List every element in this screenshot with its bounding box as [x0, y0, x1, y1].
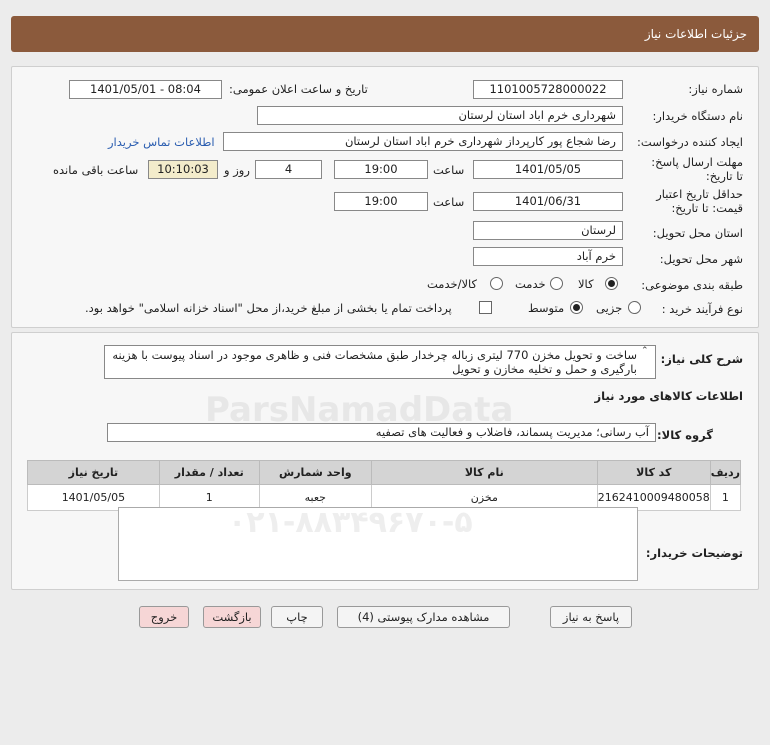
announce-label: تاریخ و ساعت اعلان عمومی:: [229, 82, 368, 96]
description-field: ساخت و تحویل مخزن 770 لیتری زباله چرخدار طبق مشخصات فنی و ظاهری موجود در اسناد پیوست با هزینه بارگیری و حمل و تخلیه مخازن و تحویل: [104, 345, 656, 379]
exit-button[interactable]: خروج: [139, 606, 189, 628]
purchase-medium-label: متوسط: [528, 301, 565, 315]
category-service-radio[interactable]: [550, 277, 563, 290]
page-title: جزئیات اطلاعات نیاز: [644, 27, 747, 41]
deadline-time-field: 19:00: [334, 160, 428, 179]
back-button[interactable]: بازگشت: [203, 606, 261, 628]
requester-field: رضا شجاع پور کارپرداز شهرداری خرم اباد استان لرستان: [223, 132, 623, 151]
purchase-type-label: نوع فرآیند خرید :: [661, 302, 743, 316]
requester-label: ایجاد کننده درخواست:: [637, 135, 743, 149]
cell-row: 1: [710, 485, 740, 511]
need-number-field: 1101005728000022: [473, 80, 623, 99]
col-code-header: کد کالا: [597, 461, 710, 485]
goods-info-title: اطلاعات کالاهای مورد نیاز: [594, 389, 743, 403]
deadline-date-field: 1401/05/05: [473, 160, 623, 179]
validity-label-line2: قیمت: تا تاریخ:: [671, 201, 743, 215]
table-header-row: [28, 461, 741, 485]
category-goods-label: کالا: [578, 277, 594, 291]
description-label: شرح کلی نیاز:: [660, 352, 743, 366]
validity-date-field: 1401/06/31: [473, 192, 623, 211]
reply-button[interactable]: پاسخ به نیاز: [550, 606, 632, 628]
validity-time-label: ساعت: [433, 195, 465, 209]
deadline-time-label: ساعت: [433, 163, 465, 177]
col-date-header: تاریخ نیاز: [28, 461, 160, 485]
deadline-label-line1: مهلت ارسال پاسخ:: [651, 155, 743, 169]
cell-name: مخزن: [371, 485, 597, 511]
col-name-header: نام کالا: [371, 461, 597, 485]
purchase-minor-label: جزیی: [596, 301, 623, 315]
deadline-label-line2: تا تاریخ:: [705, 169, 743, 183]
category-service-label: خدمت: [515, 277, 546, 291]
cell-unit: جعبه: [259, 485, 371, 511]
goods-table: [27, 460, 741, 511]
treasury-note: پرداخت تمام یا بخشی از مبلغ خرید،از محل "اسناد خزانه اسلامی" خواهد بود.: [85, 301, 452, 315]
goods-group-field: آب رسانی؛ مدیریت پسماند، فاضلاب و فعالیت های تصفیه: [107, 423, 656, 442]
cell-qty: 1: [159, 485, 259, 511]
category-goods-service-radio[interactable]: [490, 277, 503, 290]
validity-label-line1: حداقل تاریخ اعتبار: [656, 187, 743, 201]
buyer-notes-label: توضیحات خریدار:: [645, 546, 743, 560]
buyer-notes-field: [118, 507, 638, 581]
buyer-org-label: نام دستگاه خریدار:: [652, 109, 743, 123]
buyer-contact-link[interactable]: اطلاعات تماس خریدار: [108, 135, 215, 149]
category-goods-radio[interactable]: [605, 277, 618, 290]
col-qty-header: تعداد / مقدار: [159, 461, 259, 485]
remaining-time-label: ساعت باقی مانده: [53, 163, 139, 177]
need-number-label: شماره نیاز:: [688, 82, 743, 96]
announce-field: 1401/05/01 - 08:04: [69, 80, 222, 99]
cell-code: 2162410009480058: [597, 485, 710, 511]
deadline-days-label: روز و: [224, 163, 250, 177]
attachments-button[interactable]: مشاهده مدارک پیوستی (4): [337, 606, 510, 628]
purchase-medium-radio[interactable]: [570, 301, 583, 314]
print-button[interactable]: چاپ: [271, 606, 323, 628]
city-label: شهر محل تحویل:: [659, 252, 743, 266]
col-unit-header: واحد شمارش: [259, 461, 371, 485]
description-resize-icon: ⌃: [641, 346, 649, 356]
cell-date: 1401/05/05: [28, 485, 160, 511]
category-goods-service-label: کالا/خدمت: [427, 277, 478, 291]
deadline-days-field: 4: [255, 160, 322, 179]
remaining-time-field: 10:10:03: [148, 160, 218, 179]
city-field: خرم آباد: [473, 247, 623, 266]
page-header: [11, 16, 759, 52]
treasury-checkbox[interactable]: [479, 301, 492, 314]
purchase-minor-radio[interactable]: [628, 301, 641, 314]
col-row-header: ردیف: [710, 461, 740, 485]
goods-group-label: گروه کالا:: [657, 428, 713, 442]
province-label: استان محل تحویل:: [652, 226, 743, 240]
validity-time-field: 19:00: [334, 192, 428, 211]
buyer-org-field: شهرداری خرم اباد استان لرستان: [257, 106, 623, 125]
category-label: طبقه بندی موضوعی:: [641, 278, 743, 292]
province-field: لرستان: [473, 221, 623, 240]
